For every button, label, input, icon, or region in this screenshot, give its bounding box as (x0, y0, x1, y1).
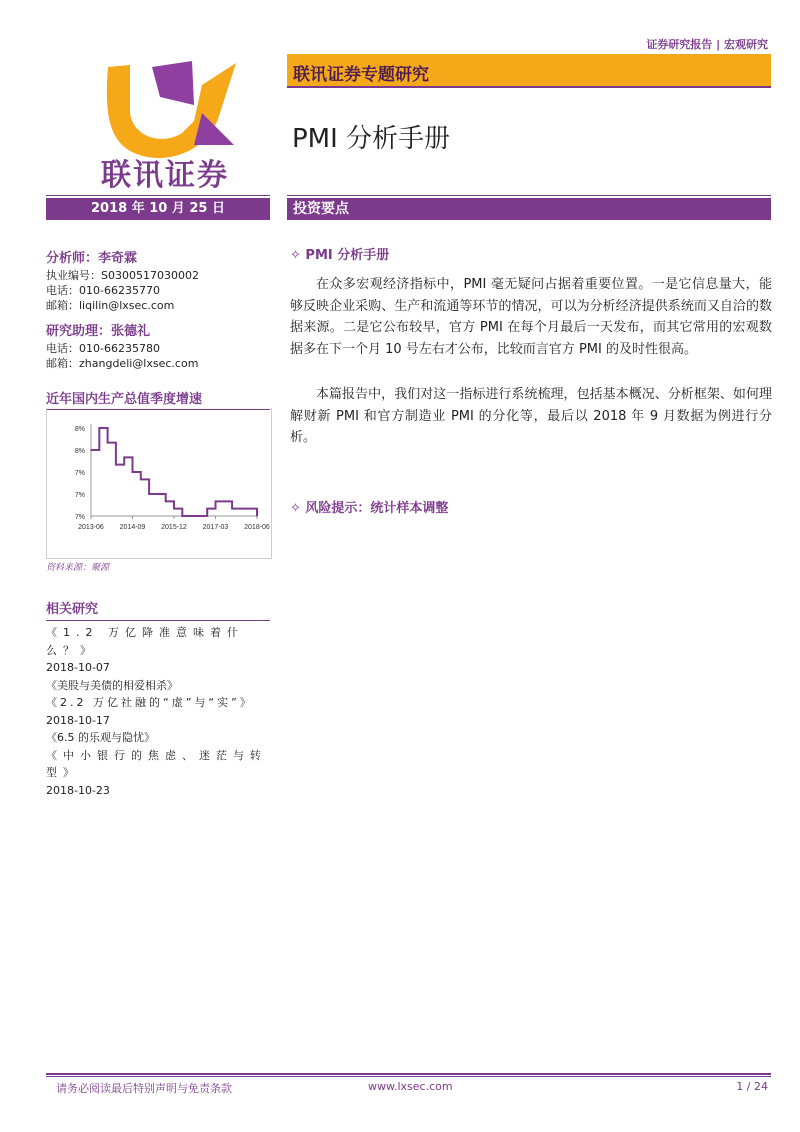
x-tick-label: 2013-06 (78, 524, 104, 531)
data-point (140, 479, 142, 481)
report-date: 2018 年 10 月 25 日 (46, 198, 270, 220)
related-item-title[interactable]: 《2.2 万亿社融的“虚”与“实”》 (46, 696, 254, 709)
assistant-name: 研究助理：张德礼 (46, 324, 151, 339)
data-point (90, 449, 92, 451)
analyst-block (46, 247, 270, 313)
data-point (190, 515, 192, 517)
data-point (99, 427, 101, 429)
data-point (115, 464, 117, 466)
y-tick-label: 7% (74, 470, 85, 477)
analyst-name: 分析师：李奇霖 (46, 251, 138, 266)
related-item-date: 2018-10-17 (46, 713, 110, 727)
related-item-date: 2018-10-07 (46, 661, 110, 674)
paragraph-intro: 在众多宏观经济指标中，PMI 毫无疑问占据着重要位置。一是它信息量大，能够反映企业采购、生产和流通等环节的情况，可以为分析经济提供系统而又自洽的数据来源。二是它公布较早，官方 PMI 在每个月最后一天发布，而其它常用的宏观数据多在下一个月 10 号左右才公布，比较而言官方 PMI 的及时性很高。 (290, 277, 772, 357)
section-title: 投资要点 (293, 201, 349, 217)
data-point (256, 515, 258, 517)
assistant-email: 邮箱：zhangdeli@lxsec.com (46, 357, 199, 370)
data-point (182, 515, 184, 517)
page-number: 1 / 24 (736, 1080, 768, 1093)
y-tick-label: 8% (74, 448, 85, 455)
footer-website[interactable]: www.lxsec.com (368, 1080, 453, 1093)
chart-container (46, 408, 272, 559)
related-item-title[interactable]: 《美股与美债的相爱相杀》 (46, 678, 178, 692)
x-tick-label: 2018-06 (244, 524, 270, 531)
chart-title: 近年国内生产总值季度增速 (46, 388, 270, 410)
chart-source: 资料来源：聚源 (46, 563, 110, 573)
data-point (148, 493, 150, 495)
analyst-phone: 电话：010-66235770 (46, 284, 160, 297)
data-point (157, 493, 159, 495)
y-tick-label: 7% (74, 492, 85, 499)
data-point (173, 508, 175, 510)
assistant-block (46, 320, 270, 371)
related-item-title[interactable]: 《6.5 的乐观与隐忧》 (46, 731, 155, 744)
data-point (240, 508, 242, 510)
gdp-series-line (91, 428, 257, 516)
footer-divider (46, 1076, 771, 1077)
footer-disclaimer[interactable]: 请务必阅读最后特别声明与免责条款 (56, 1082, 232, 1095)
data-point (165, 501, 167, 503)
footer-divider (46, 1073, 771, 1075)
paragraph-scope: 本篇报告中，我们对这一指标进行系统梳理，包括基本概况、分析框架、如何理解财新 PMI 和官方制造业 PMI 的分化等，最后以 2018 年 9 月数据为例进行分析。 (290, 387, 772, 445)
x-tick-label: 2014-09 (119, 524, 146, 531)
gdp-line-chart (47, 408, 271, 558)
report-category-tag: 证券研究报告 | 宏观研究 (646, 38, 768, 51)
series-banner (287, 54, 771, 88)
data-point (107, 442, 109, 444)
logo-text: 联讯证券 (101, 158, 229, 193)
y-tick-label: 8% (74, 426, 85, 433)
data-point (123, 457, 125, 459)
x-tick-label: 2017-03 (202, 524, 229, 531)
data-point (223, 501, 225, 503)
report-title: PMI 分析手册 (292, 124, 451, 154)
related-research-title: 相关研究 (46, 598, 270, 621)
point-heading-pmi: ✧ PMI 分析手册 (290, 248, 390, 263)
y-tick-label: 7% (74, 514, 85, 521)
x-tick-label: 2015-12 (161, 524, 187, 531)
divider (46, 195, 270, 196)
data-point (132, 471, 134, 473)
section-header (287, 198, 771, 220)
related-item-title[interactable]: 《1.2 万亿降准意味着什么？》 (46, 626, 244, 657)
related-research-list (46, 624, 270, 799)
data-point (198, 515, 200, 517)
assistant-phone: 电话：010-66235780 (46, 342, 160, 355)
data-point (215, 501, 217, 503)
analyst-email: 邮箱：liqilin@lxsec.com (46, 299, 175, 312)
point-heading-risk: ✧ 风险提示：统计样本调整 (290, 501, 449, 516)
series-title: 联讯证券专题研究 (293, 65, 429, 85)
divider (287, 195, 771, 196)
data-point (248, 508, 250, 510)
analyst-license: 执业编号：S0300517030002 (46, 269, 199, 282)
related-item-title[interactable]: 《中小银行的焦虑、迷茫与转型》 (46, 748, 267, 779)
data-point (206, 508, 208, 510)
related-item-date: 2018-10-23 (46, 783, 110, 797)
data-point (231, 508, 233, 510)
